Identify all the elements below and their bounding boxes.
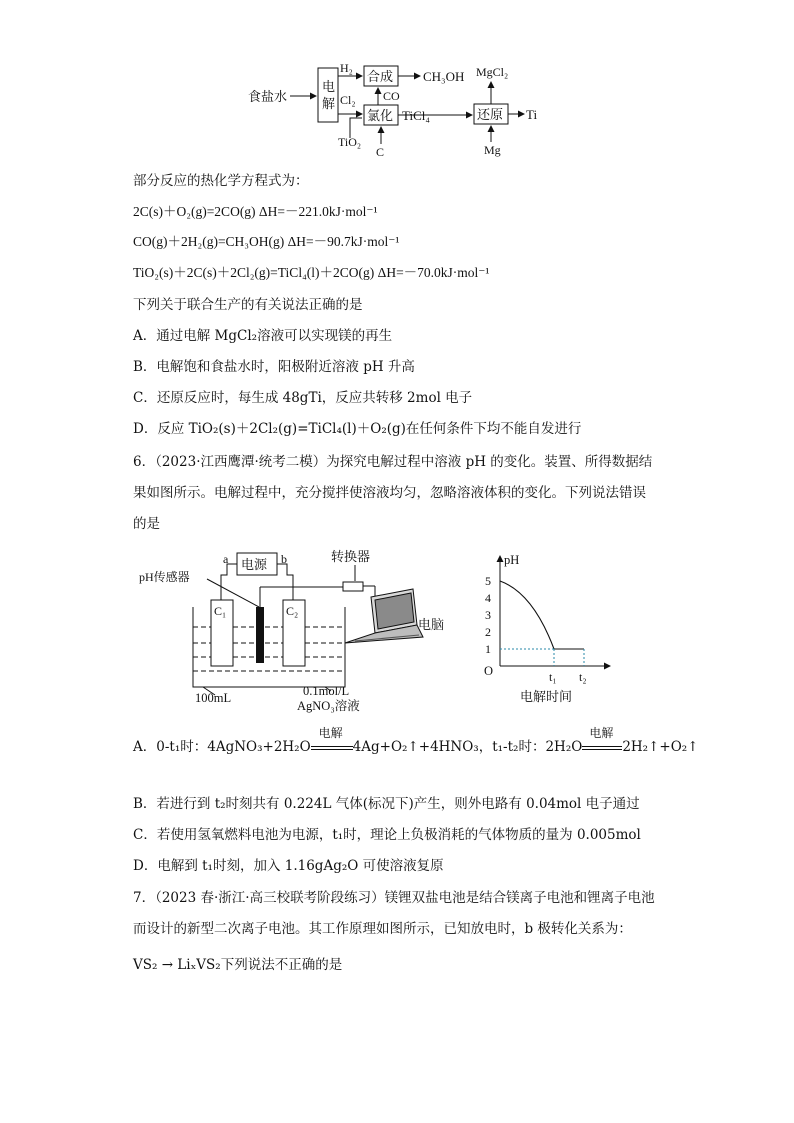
t1-label: t₁ [549, 670, 557, 684]
q5-option-c: C．还原反应时，每生成 48gTi，反应共转移 2mol 电子 [133, 390, 473, 406]
co-label: CO [383, 89, 400, 103]
q6-option-a-suffix: 2H₂↑+O₂↑ [622, 739, 699, 755]
tio2-label: TiO₂ [338, 135, 362, 149]
q5-stem: 下列关于联合生产的有关说法正确的是 [133, 297, 363, 313]
electrolysis-label-1: 电 [322, 79, 336, 94]
terminal-b-label: b [281, 552, 287, 566]
q6-option-a-mid: 4Ag+O₂↑+4HNO₃，t₁-t₂时：2H₂O [352, 739, 583, 755]
q5-intro: 部分反应的热化学方程式为： [133, 173, 309, 189]
ticl4-label: TiCl₄ [402, 108, 430, 123]
y-tick-2: 2 [485, 625, 491, 639]
mgcl2-label: MgCl₂ [476, 65, 509, 79]
q5-eq3: TiO₂(s)＋2C(s)＋2Cl₂(g)=TiCl₄(l)＋2CO(g) ΔH=－70.0kJ·mol⁻¹ [133, 265, 490, 280]
electrolysis-condition-1 [311, 726, 353, 756]
chlorination-label: 氯化 [367, 108, 394, 123]
solution-label: AgNO₃溶液 [297, 699, 360, 713]
c-label: C [376, 145, 385, 158]
computer-label: 电脑 [418, 617, 445, 632]
electrolysis-box [318, 68, 338, 122]
q5-option-a: A．通过电解 MgCl₂溶液可以实现镁的再生 [133, 328, 393, 344]
power-supply-label: 电源 [241, 557, 268, 572]
y-tick-3: 3 [485, 608, 491, 622]
terminal-a-label: a [223, 552, 229, 566]
y-tick-4: 4 [485, 591, 491, 605]
q6-option-a-prefix: A．0-t₁时：4AgNO₃+2H₂O [133, 739, 311, 755]
electrolysis-condition-2 [582, 726, 622, 756]
q5-option-d: D．反应 TiO₂(s)＋2Cl₂(g)=TiCl₄(l)＋O₂(g)在任何条件下均不能自发进行 [133, 421, 582, 437]
flow-diagram [240, 58, 560, 158]
mg-label: Mg [484, 143, 501, 157]
electrolysis-apparatus-diagram [135, 545, 455, 715]
converter-box [343, 582, 363, 591]
laptop-icon [345, 589, 423, 643]
q6-stem-line1: 6．（2023·江西鹰潭·统考二模）为探究电解过程中溶液 pH 的变化。装置、所得数据结 [133, 454, 653, 470]
ph-time-graph [478, 548, 628, 708]
h2-label: H₂ [340, 61, 353, 75]
q5-eq2: CO(g)＋2H₂(g)=CH₃OH(g) ΔH=－90.7kJ·mol⁻¹ [133, 234, 400, 249]
y-axis-label: pH [504, 553, 520, 567]
salt-water-label: 食盐水 [248, 89, 288, 104]
t2-label: t₂ [579, 670, 587, 684]
x-axis-label: 电解时间 [520, 689, 573, 704]
electrolysis-condition-2-text: 电解 [589, 726, 614, 740]
cl2-label: Cl₂ [340, 93, 356, 107]
q6-option-a [133, 726, 699, 756]
q6-stem-line3: 的是 [133, 516, 160, 532]
q6-option-b: B．若进行到 t₂时刻共有 0.224L 气体(标况下)产生，则外电路有 0.04mol 电子通过 [133, 796, 640, 812]
c2-label: C₂ [286, 604, 299, 618]
q6-stem-line2: 果如图所示。电解过程中，充分搅拌使溶液均匀，忽略溶液体积的变化。下列说法错误 [133, 485, 646, 501]
q5-option-b: B．电解饱和食盐水时，阳极附近溶液 pH 升高 [133, 359, 415, 375]
q6-option-d: D．电解到 t₁时刻，加入 1.16gAg₂O 可使溶液复原 [133, 858, 444, 874]
c1-label: C₁ [214, 604, 227, 618]
electrolysis-label-2: 解 [322, 96, 336, 111]
origin-label: O [484, 664, 494, 678]
q5-eq1: 2C(s)＋O₂(g)=2CO(g) ΔH=－221.0kJ·mol⁻¹ [133, 204, 378, 219]
ti-label: Ti [526, 107, 538, 122]
reduction-label: 还原 [477, 107, 504, 122]
y-tick-1: 1 [485, 642, 491, 656]
ph-curve [500, 581, 554, 649]
synthesis-label: 合成 [367, 69, 394, 84]
ch3oh-label: CH₃OH [423, 69, 465, 84]
q7-stem-line3: VS₂ → LiₓVS₂下列说法不正确的是 [133, 957, 343, 973]
q6-option-c: C．若使用氢氧燃料电池为电源，t₁时，理论上负极消耗的气体物质的量为 0.005mol [133, 827, 641, 843]
q7-stem-line2: 而设计的新型二次离子电池。其工作原理如图所示，已知放电时，b 极转化关系为： [133, 921, 632, 937]
ph-sensor-label: pH传感器 [139, 570, 190, 584]
volume-label: 100mL [195, 691, 232, 705]
q7-stem-line1: 7．（2023 春·浙江·高三校联考阶段练习）镁锂双盐电池是结合镁离子电池和锂离子电池 [133, 890, 655, 906]
ph-sensor-probe [256, 607, 264, 663]
converter-label: 转换器 [331, 549, 371, 564]
concentration-label: 0.1mol/L [303, 684, 350, 698]
electrolysis-condition-1-text: 电解 [318, 726, 343, 740]
y-tick-5: 5 [485, 574, 491, 588]
